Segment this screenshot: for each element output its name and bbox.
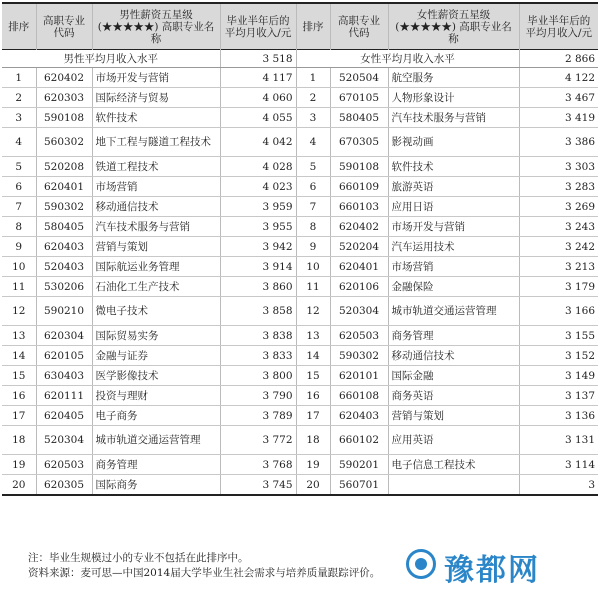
female-rank-cell: 17 (296, 406, 330, 426)
female-income-cell: 3 283 (519, 177, 598, 197)
header-code-female: 高职专业代码 (330, 3, 388, 50)
male-rank-cell: 7 (2, 197, 36, 217)
female-rank-cell: 10 (296, 257, 330, 277)
male-income-cell: 3 914 (220, 257, 296, 277)
female-rank-cell: 16 (296, 386, 330, 406)
male-code-cell: 560302 (36, 128, 92, 157)
female-code-cell: 520504 (330, 68, 388, 88)
female-code-cell: 590108 (330, 157, 388, 177)
female-income-cell: 3 243 (519, 217, 598, 237)
male-major-cell: 电子商务 (92, 406, 220, 426)
male-income-cell: 3 772 (220, 426, 296, 455)
male-rank-cell: 5 (2, 157, 36, 177)
male-major-cell: 市场营销 (92, 177, 220, 197)
male-income-cell: 4 028 (220, 157, 296, 177)
male-major-cell: 软件技术 (92, 108, 220, 128)
table-row (2, 366, 598, 386)
female-income-cell: 3 137 (519, 386, 598, 406)
male-rank-cell: 15 (2, 366, 36, 386)
male-rank-cell: 14 (2, 346, 36, 366)
male-major-cell: 国际商务 (92, 475, 220, 496)
male-income-cell: 3 860 (220, 277, 296, 297)
female-major-cell: 软件技术 (388, 157, 519, 177)
male-rank-cell: 17 (2, 406, 36, 426)
female-code-cell: 520304 (330, 297, 388, 326)
table-notes (28, 551, 380, 581)
female-major-cell: 商务管理 (388, 326, 519, 346)
table-header-row (2, 3, 598, 50)
female-income-cell: 3 269 (519, 197, 598, 217)
female-rank-cell: 9 (296, 237, 330, 257)
male-code-cell: 620402 (36, 68, 92, 88)
table-row (2, 197, 598, 217)
female-rank-cell: 13 (296, 326, 330, 346)
table-row (2, 108, 598, 128)
female-major-cell: 营销与策划 (388, 406, 519, 426)
female-income-cell: 3 303 (519, 157, 598, 177)
table-row (2, 217, 598, 237)
male-major-cell: 铁道工程技术 (92, 157, 220, 177)
female-rank-cell: 6 (296, 177, 330, 197)
male-income-cell: 3 858 (220, 297, 296, 326)
header-code-male: 高职专业代码 (36, 3, 92, 50)
male-code-cell: 620503 (36, 455, 92, 475)
male-code-cell: 520208 (36, 157, 92, 177)
female-code-cell: 590201 (330, 455, 388, 475)
male-code-cell: 620405 (36, 406, 92, 426)
header-female-income: 毕业半年后的平均月收入/元 (519, 3, 598, 50)
female-major-cell (388, 475, 519, 496)
female-income-cell: 3 179 (519, 277, 598, 297)
female-major-cell: 航空服务 (388, 68, 519, 88)
female-code-cell: 520204 (330, 237, 388, 257)
female-income-cell: 3 (519, 475, 598, 496)
female-code-cell: 620101 (330, 366, 388, 386)
female-income-cell: 3 114 (519, 455, 598, 475)
female-code-cell: 620401 (330, 257, 388, 277)
male-code-cell: 520304 (36, 426, 92, 455)
female-major-cell: 商务英语 (388, 386, 519, 406)
female-major-cell: 汽车运用技术 (388, 237, 519, 257)
male-major-cell: 营销与策划 (92, 237, 220, 257)
male-code-cell: 530206 (36, 277, 92, 297)
male-rank-cell: 16 (2, 386, 36, 406)
female-code-cell: 660109 (330, 177, 388, 197)
female-rank-cell: 8 (296, 217, 330, 237)
male-average-value: 3 518 (220, 50, 296, 68)
female-major-cell: 人物形象设计 (388, 88, 519, 108)
female-major-cell: 城市轨道交通运营管理 (388, 297, 519, 326)
table-row (2, 128, 598, 157)
female-rank-cell: 19 (296, 455, 330, 475)
male-income-cell: 3 838 (220, 326, 296, 346)
male-major-cell: 汽车技术服务与营销 (92, 217, 220, 237)
male-income-cell: 3 955 (220, 217, 296, 237)
male-rank-cell: 12 (2, 297, 36, 326)
table-row (2, 297, 598, 326)
female-rank-cell: 14 (296, 346, 330, 366)
male-rank-cell: 20 (2, 475, 36, 496)
site-watermark (404, 545, 594, 588)
male-major-cell: 国际航运业务管理 (92, 257, 220, 277)
male-rank-cell: 10 (2, 257, 36, 277)
female-major-cell: 应用英语 (388, 426, 519, 455)
male-income-cell: 3 789 (220, 406, 296, 426)
table-row (2, 326, 598, 346)
table-row (2, 157, 598, 177)
female-rank-cell: 2 (296, 88, 330, 108)
average-income-row (2, 50, 598, 68)
female-income-cell: 3 213 (519, 257, 598, 277)
female-code-cell: 580405 (330, 108, 388, 128)
male-rank-cell: 4 (2, 128, 36, 157)
table-row (2, 88, 598, 108)
table-row (2, 237, 598, 257)
male-code-cell: 520403 (36, 257, 92, 277)
female-code-cell: 670105 (330, 88, 388, 108)
male-rank-cell: 3 (2, 108, 36, 128)
female-income-cell: 3 149 (519, 366, 598, 386)
male-major-cell: 地下工程与隧道工程技术 (92, 128, 220, 157)
male-income-cell: 4 060 (220, 88, 296, 108)
male-code-cell: 580405 (36, 217, 92, 237)
male-major-cell: 医学影像技术 (92, 366, 220, 386)
female-major-cell: 移动通信技术 (388, 346, 519, 366)
table-row (2, 68, 598, 88)
female-income-cell: 3 242 (519, 237, 598, 257)
female-major-cell: 影视动画 (388, 128, 519, 157)
female-major-cell: 汽车技术服务与营销 (388, 108, 519, 128)
male-code-cell: 590302 (36, 197, 92, 217)
female-income-cell: 3 131 (519, 426, 598, 455)
table-row (2, 406, 598, 426)
female-income-cell: 3 166 (519, 297, 598, 326)
male-code-cell: 620305 (36, 475, 92, 496)
male-code-cell: 590210 (36, 297, 92, 326)
male-rank-cell: 6 (2, 177, 36, 197)
table-row (2, 277, 598, 297)
male-code-cell: 620105 (36, 346, 92, 366)
male-income-cell: 4 023 (220, 177, 296, 197)
female-rank-cell: 15 (296, 366, 330, 386)
female-rank-cell: 12 (296, 297, 330, 326)
male-major-cell: 投资与理财 (92, 386, 220, 406)
male-average-label: 男性平均月收入水平 (2, 50, 220, 68)
male-income-cell: 4 117 (220, 68, 296, 88)
table-row (2, 426, 598, 455)
male-income-cell: 4 055 (220, 108, 296, 128)
male-major-cell: 城市轨道交通运营管理 (92, 426, 220, 455)
header-female-major: 女性薪资五星级 (★★★★★) 高职专业名称 (388, 3, 519, 50)
male-code-cell: 590108 (36, 108, 92, 128)
header-rank-female: 排序 (296, 3, 330, 50)
female-income-cell: 3 467 (519, 88, 598, 108)
female-income-cell: 3 152 (519, 346, 598, 366)
female-code-cell: 660103 (330, 197, 388, 217)
female-rank-cell: 3 (296, 108, 330, 128)
male-code-cell: 620304 (36, 326, 92, 346)
female-code-cell: 620402 (330, 217, 388, 237)
female-major-cell: 电子信息工程技术 (388, 455, 519, 475)
table-row (2, 177, 598, 197)
female-rank-cell: 7 (296, 197, 330, 217)
female-code-cell: 590302 (330, 346, 388, 366)
male-major-cell: 金融与证券 (92, 346, 220, 366)
female-income-cell: 3 155 (519, 326, 598, 346)
female-rank-cell: 11 (296, 277, 330, 297)
female-major-cell: 金融保险 (388, 277, 519, 297)
male-rank-cell: 2 (2, 88, 36, 108)
female-code-cell: 660102 (330, 426, 388, 455)
female-code-cell: 560701 (330, 475, 388, 496)
female-code-cell: 620106 (330, 277, 388, 297)
female-code-cell: 620503 (330, 326, 388, 346)
table-row (2, 455, 598, 475)
table-row (2, 346, 598, 366)
male-major-cell: 商务管理 (92, 455, 220, 475)
female-major-cell: 应用日语 (388, 197, 519, 217)
male-income-cell: 3 800 (220, 366, 296, 386)
female-rank-cell: 20 (296, 475, 330, 496)
header-rank-male: 排序 (2, 3, 36, 50)
female-income-cell: 3 419 (519, 108, 598, 128)
header-male-major: 男性薪资五星级 (★★★★★) 高职专业名称 (92, 3, 220, 50)
male-rank-cell: 1 (2, 68, 36, 88)
female-major-cell: 国际金融 (388, 366, 519, 386)
header-male-income: 毕业半年后的平均月收入/元 (220, 3, 296, 50)
female-rank-cell: 1 (296, 68, 330, 88)
male-income-cell: 3 790 (220, 386, 296, 406)
female-rank-cell: 4 (296, 128, 330, 157)
female-average-label: 女性平均月收入水平 (296, 50, 519, 68)
female-code-cell: 660108 (330, 386, 388, 406)
table-row (2, 475, 598, 496)
male-major-cell: 石油化工生产技术 (92, 277, 220, 297)
table-row (2, 386, 598, 406)
female-average-value: 2 866 (519, 50, 598, 68)
female-rank-cell: 5 (296, 157, 330, 177)
male-income-cell: 4 042 (220, 128, 296, 157)
female-income-cell: 4 122 (519, 68, 598, 88)
male-code-cell: 620111 (36, 386, 92, 406)
male-major-cell: 微电子技术 (92, 297, 220, 326)
male-rank-cell: 19 (2, 455, 36, 475)
female-income-cell: 3 136 (519, 406, 598, 426)
male-rank-cell: 9 (2, 237, 36, 257)
female-major-cell: 市场营销 (388, 257, 519, 277)
male-code-cell: 620401 (36, 177, 92, 197)
male-major-cell: 移动通信技术 (92, 197, 220, 217)
male-income-cell: 3 959 (220, 197, 296, 217)
male-rank-cell: 8 (2, 217, 36, 237)
male-major-cell: 国际经济与贸易 (92, 88, 220, 108)
female-code-cell: 620403 (330, 406, 388, 426)
male-code-cell: 630403 (36, 366, 92, 386)
source-note: 资料来源：麦可思—中国2014届大学毕业生社会需求与培养质量跟踪评价。 (28, 567, 381, 579)
male-major-cell: 市场开发与营销 (92, 68, 220, 88)
female-major-cell: 市场开发与营销 (388, 217, 519, 237)
salary-ranking-table (2, 2, 598, 496)
female-major-cell: 旅游英语 (388, 177, 519, 197)
footnote: 注：毕业生规模过小的专业不包括在此排序中。 (28, 552, 249, 564)
male-rank-cell: 13 (2, 326, 36, 346)
female-income-cell: 3 386 (519, 128, 598, 157)
male-rank-cell: 11 (2, 277, 36, 297)
male-code-cell: 620403 (36, 237, 92, 257)
male-code-cell: 620303 (36, 88, 92, 108)
male-income-cell: 3 833 (220, 346, 296, 366)
male-income-cell: 3 768 (220, 455, 296, 475)
female-rank-cell: 18 (296, 426, 330, 455)
female-code-cell: 670305 (330, 128, 388, 157)
male-major-cell: 国际贸易实务 (92, 326, 220, 346)
male-income-cell: 3 745 (220, 475, 296, 496)
male-income-cell: 3 942 (220, 237, 296, 257)
table-row (2, 257, 598, 277)
watermark-logo-icon (406, 549, 436, 579)
watermark-text: 豫都网 (444, 553, 540, 588)
male-rank-cell: 18 (2, 426, 36, 455)
